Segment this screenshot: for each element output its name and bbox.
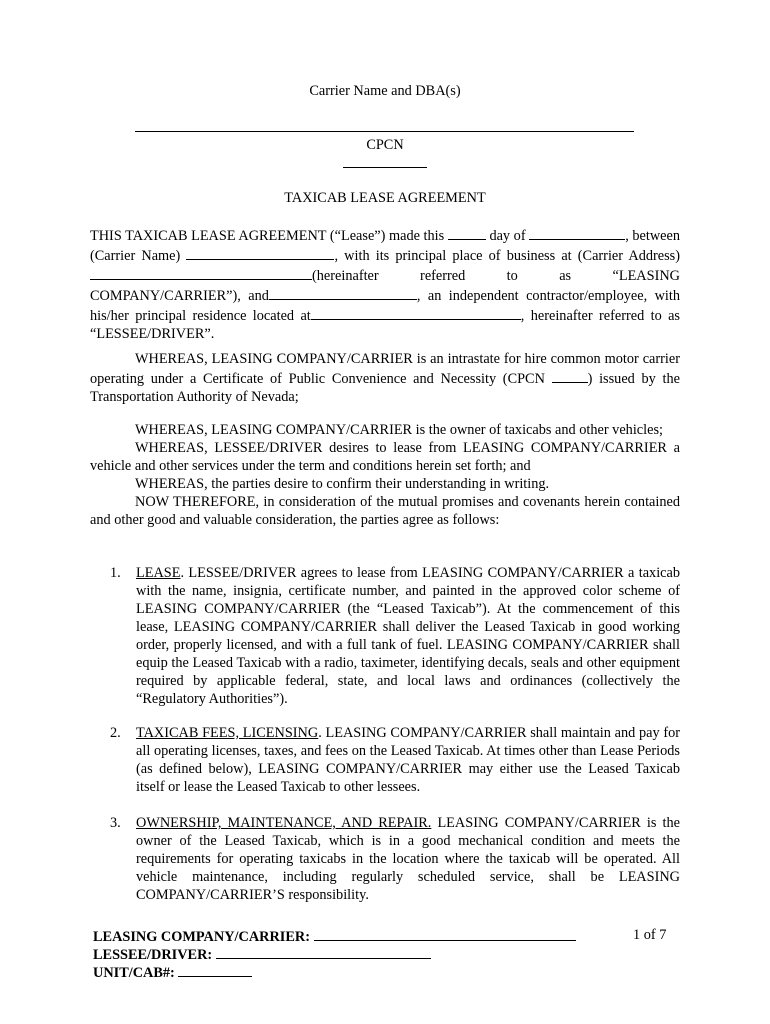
carrier-address-blank[interactable] [90, 265, 312, 280]
intro-text: , hereinafter referred to as “LESSEE/DRIVER”. [90, 308, 680, 342]
footer-unit [93, 962, 252, 982]
lessee-name-blank[interactable] [269, 285, 417, 300]
lessee-signature-blank[interactable] [216, 944, 431, 959]
whereas-block [90, 421, 680, 529]
footer-lessee [93, 944, 431, 964]
intro-text: , an independent contractor/employee, with his/her principal residence located at [90, 288, 680, 324]
whereas-text: WHEREAS, LEASING COMPANY/CARRIER is an intrastate for hire common motor carrier operating under a Certificate of Public Convenience and Necessity (CPCN [90, 351, 680, 387]
section-number: 3. [110, 815, 121, 831]
carrier-name-line [135, 131, 634, 132]
intro-text: , [625, 228, 629, 244]
section-body: LEASING COMPANY/CARRIER is the owner of the Leased Taxicab, which is in a good mechanical condition and meets the requirements for operating taxicabs in the location where the taxicab will be operated. All vehicle maintenance, including regularly scheduled service, shall be LEASING COMPANY/CARRIER’S responsibility. [136, 815, 680, 903]
section-body: . LEASING COMPANY/CARRIER shall maintain and pay for all operating licenses, taxes, and fees on the Leased Taxicab. At times other than Lease Periods (as defined below), LEASING COMPANY/CARRIER may either use the Leased Taxicab itself or lease the Leased Taxicab to other lessees. [136, 725, 681, 795]
section-heading: OWNERSHIP, MAINTENANCE, AND REPAIR. [136, 815, 432, 831]
day-blank[interactable] [448, 225, 486, 240]
intro-text: between (Carrier Name) [90, 228, 681, 264]
section-number: 1. [110, 565, 121, 581]
whereas-3: WHEREAS, LESSEE/DRIVER desires to lease from LEASING COMPANY/CARRIER a vehicle and other services under the term and conditions herein set forth; and [90, 440, 680, 474]
cpcn-heading: CPCN [366, 137, 404, 153]
footer-label: LEASING COMPANY/CARRIER: [93, 929, 310, 945]
intro-text: , with its principal place of business at (Carrier Address) [334, 248, 680, 264]
section-heading: TAXICAB FEES, LICENSING [136, 725, 319, 741]
footer-label: LESSEE/DRIVER: [93, 947, 213, 963]
now-therefore: NOW THEREFORE, in consideration of the mutual promises and covenants herein contained and other good and valuable consideration, the parties agree as follows: [90, 494, 680, 528]
leasing-signature-blank[interactable] [314, 926, 576, 941]
section-body: . LESSEE/DRIVER agrees to lease from LEASING COMPANY/CARRIER a taxicab with the name, insignia, certificate number, and painted in the approved color scheme of LEASING COMPANY/CARRIER (the “Leased Taxicab”). At the commencement of this lease, LEASING COMPANY/CARRIER shall deliver the Leased Taxicab in good working order, properly licensed, and with a full tank of fuel. LEASING COMPANY/CARRIER shall equip the Leased Taxicab with a radio, taximeter, identifying decals, seals and other equipment required by applicable federal, state, and local laws and ordinances (collectively the “Regulatory Authorities”). [136, 565, 680, 707]
lessee-address-blank[interactable] [311, 305, 521, 320]
intro-paragraph [90, 225, 680, 343]
page-number: 1 of 7 [633, 927, 667, 943]
whereas-1 [90, 350, 680, 406]
section-number: 2. [110, 725, 121, 741]
unit-number-blank[interactable] [178, 962, 252, 977]
whereas-text: ) issued by the Transportation Authority of Nevada; [90, 371, 680, 405]
footer-label: UNIT/CAB#: [93, 965, 175, 981]
whereas-4: WHEREAS, the parties desire to confirm their understanding in writing. [135, 476, 550, 492]
footer-leasing [93, 926, 576, 946]
intro-text: day of [489, 228, 526, 244]
document-title: TAXICAB LEASE AGREEMENT [284, 190, 486, 206]
carrier-name-heading: Carrier Name and DBA(s) [309, 83, 461, 99]
section-heading: LEASE [136, 565, 181, 581]
intro-text: (hereinafter referred to as “LEASING COMPANY/CARRIER”), and [90, 268, 680, 304]
whereas-2: WHEREAS, LEASING COMPANY/CARRIER is the owner of taxicabs and other vehicles; [135, 422, 664, 438]
month-blank[interactable] [529, 225, 625, 240]
intro-text: THIS TAXICAB LEASE AGREEMENT (“Lease”) made this [90, 228, 445, 244]
cpcn-number-blank[interactable] [552, 368, 588, 383]
carrier-name-blank[interactable] [186, 245, 334, 260]
cpcn-line [343, 167, 427, 168]
